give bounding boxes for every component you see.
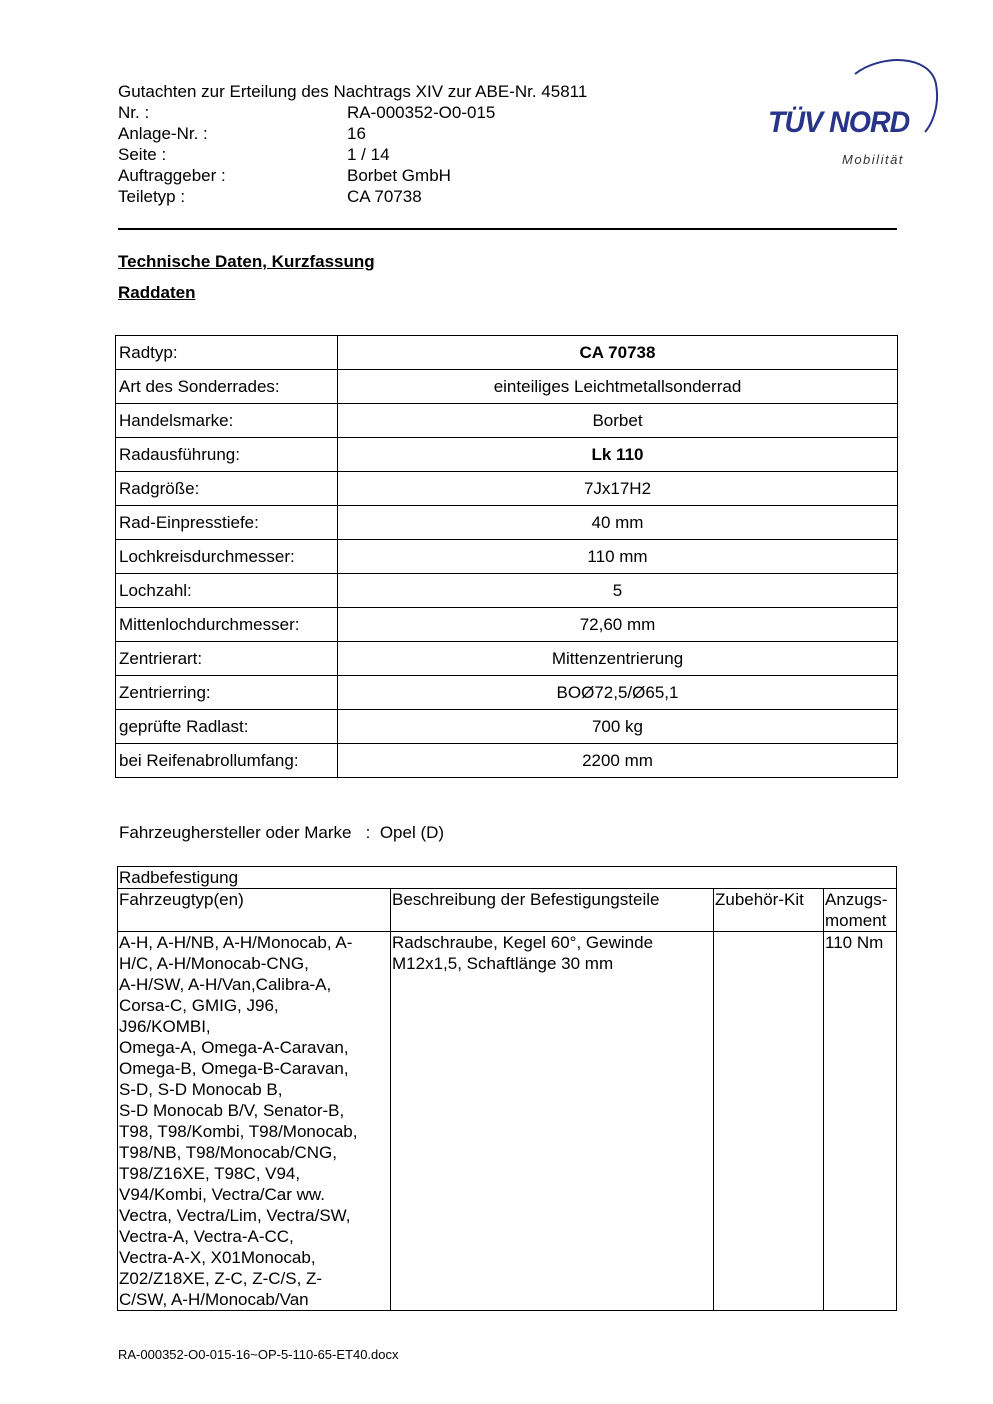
row-label: Radausführung:: [116, 438, 338, 472]
kit-cell: [714, 932, 824, 1311]
torque-cell: 110 Nm: [824, 932, 897, 1311]
description-cell: Radschraube, Kegel 60°, Gewinde M12x1,5, Schaftlänge 30 mm: [391, 932, 714, 1311]
row-label: Mittenlochdurchmesser:: [116, 608, 338, 642]
header-key: Seite :: [118, 145, 167, 164]
header-key: Anlage-Nr. :: [118, 124, 208, 143]
row-label: bei Reifenabrollumfang:: [116, 744, 338, 778]
header-key: Nr. :: [118, 103, 150, 122]
row-label: Rad-Einpresstiefe:: [116, 506, 338, 540]
table-row: [116, 744, 898, 778]
table-row: [116, 540, 898, 574]
row-value: 700 kg: [338, 710, 898, 744]
header-row-seite: [118, 144, 718, 165]
row-value: 72,60 mm: [338, 608, 898, 642]
row-label: Handelsmarke:: [116, 404, 338, 438]
table-row: [116, 370, 898, 404]
table-row: [116, 574, 898, 608]
row-label: geprüfte Radlast:: [116, 710, 338, 744]
header-value: RA-000352-O0-015: [347, 103, 496, 122]
header-value: Borbet GmbH: [347, 166, 451, 185]
table-row: [116, 404, 898, 438]
table-row: [118, 867, 897, 889]
row-value: Lk 110: [338, 438, 898, 472]
row-value: CA 70738: [338, 336, 898, 370]
column-header-torque: Anzugs- moment: [824, 889, 897, 932]
logo-wordmark: TÜV NORD: [768, 106, 910, 139]
vehicle-types-cell: A-H, A-H/NB, A-H/Monocab, A- H/C, A-H/Monocab-CNG, A-H/SW, A-H/Van,Calibra-A, Corsa-C, GMIG, J96, J96/KOMBI, Omega-A, Omega-A-Caravan, Omega-B, Omega-B-Caravan, S-D, S-D Monocab B, S-D Monocab B/V, Senator-B, T98, T98/Kombi, T98/Monocab, T98/NB, T98/Monocab/CNG, T98/Z16XE, T98C, V94, V94/Kombi, Vectra/Car ww. Vectra, Vectra/Lim, Vectra/SW, Vectra-A, Vectra-A-CC, Vectra-A-X, X01Monocab, Z02/Z18XE, Z-C, Z-C/S, Z- C/SW, A-H/Monocab/Van: [118, 932, 391, 1311]
row-value: 5: [338, 574, 898, 608]
column-header-vehicle-types: Fahrzeugtyp(en): [118, 889, 391, 932]
table-row: [116, 608, 898, 642]
mounting-title: Radbefestigung: [118, 867, 897, 889]
maker-value: Opel (D): [379, 823, 445, 842]
tuev-nord-logo: [760, 56, 950, 176]
maker-separator: :: [365, 823, 371, 842]
row-value: 2200 mm: [338, 744, 898, 778]
table-row: [116, 506, 898, 540]
header-value: 16: [347, 124, 366, 143]
wheel-data-table: [115, 335, 898, 778]
section-heading-tech: Technische Daten, Kurzfassung: [118, 252, 375, 271]
row-value: 110 mm: [338, 540, 898, 574]
table-row: [116, 336, 898, 370]
row-value: einteiliges Leichtmetallsonderrad: [338, 370, 898, 404]
table-row: [118, 932, 897, 1311]
row-label: Lochzahl:: [116, 574, 338, 608]
row-label: Zentrierring:: [116, 676, 338, 710]
row-value: 7Jx17H2: [338, 472, 898, 506]
row-label: Lochkreisdurchmesser:: [116, 540, 338, 574]
row-value: Mittenzentrierung: [338, 642, 898, 676]
header-row-anlage: [118, 123, 718, 144]
table-row: [116, 472, 898, 506]
header-row-nr: [118, 102, 718, 123]
table-row: [116, 438, 898, 472]
row-value: BOØ72,5/Ø65,1: [338, 676, 898, 710]
report-title: Gutachten zur Erteilung des Nachtrags XIV zur ABE-Nr. 45811: [118, 82, 588, 101]
column-header-kit: Zubehör-Kit: [714, 889, 824, 932]
header-divider: [118, 228, 897, 230]
maker-label: Fahrzeughersteller oder Marke: [119, 823, 352, 842]
row-value: 40 mm: [338, 506, 898, 540]
row-value: Borbet: [338, 404, 898, 438]
mounting-table: [117, 866, 897, 1311]
column-header-description: Beschreibung der Befestigungsteile: [391, 889, 714, 932]
header-row-auftraggeber: [118, 165, 718, 186]
logo-subtitle: Mobilität: [842, 152, 904, 167]
row-label: Zentrierart:: [116, 642, 338, 676]
table-header-row: [118, 889, 897, 932]
header-key: Teiletyp :: [118, 187, 186, 206]
table-row: [116, 710, 898, 744]
section-heading-raddaten: Raddaten: [118, 283, 196, 302]
header-key: Auftraggeber :: [118, 166, 226, 185]
header-value: 1 / 14: [347, 145, 390, 164]
header-value: CA 70738: [347, 187, 422, 206]
row-label: Radtyp:: [116, 336, 338, 370]
row-label: Art des Sonderrades:: [116, 370, 338, 404]
table-row: [116, 676, 898, 710]
table-row: [116, 642, 898, 676]
header-row-teiletyp: [118, 186, 718, 207]
footer-filename: RA-000352-O0-015-16~OP-5-110-65-ET40.docx: [118, 1347, 399, 1362]
row-label: Radgröße:: [116, 472, 338, 506]
vehicle-maker-line: [119, 823, 444, 843]
document-header: [118, 81, 718, 207]
